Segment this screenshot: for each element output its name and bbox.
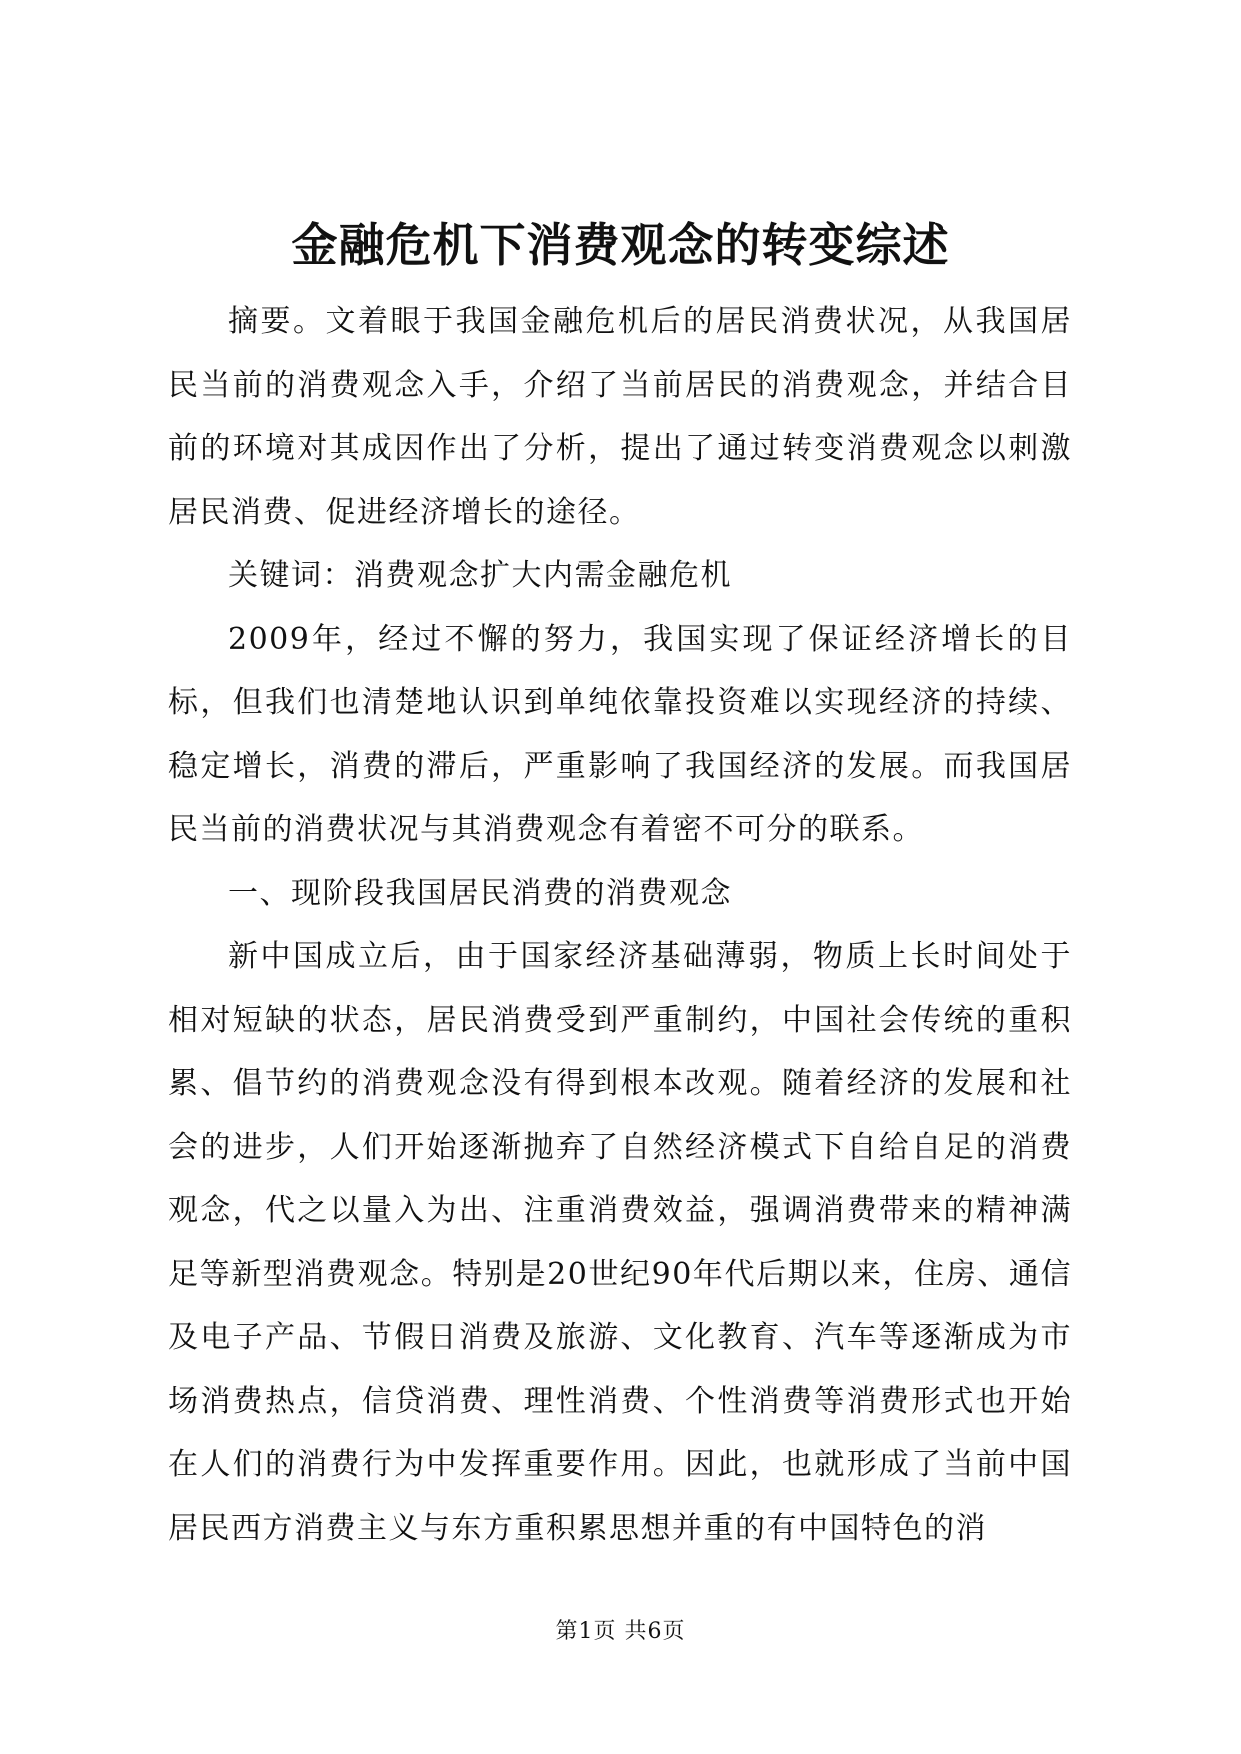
document-title: 金融危机下消费观念的转变综述 [291,218,950,272]
section-heading: 一、现阶段我国居民消费的消费观念 [228,875,732,911]
abstract-paragraph: 摘要。文着眼于我国金融危机后的居民消费状况，从我国居民当前的消费观念入手，介绍了当前居民的消费观念，并结合目前的环境对其成因作出了分析，提出了通过转变消费观念以刺激居民消费、促进经济增长的途径。 [168,304,1072,530]
intro-paragraph: 2009年，经过不懈的努力，我国实现了保证经济增长的目标，但我们也清楚地认识到单纯依靠投资难以实现经济的持续、稳定增长，消费的滞后，严重影响了我国经济的发展。而我国居民当前的消费状况与其消费观念有着密不可分的联系。 [168,621,1072,847]
keywords-paragraph: 关键词：消费观念扩大内需金融危机 [228,558,732,593]
document-body [168,290,1072,1560]
page-footer: 第1页 共6页 [555,1619,686,1644]
body-paragraph: 新中国成立后，由于国家经济基础薄弱，物质上长时间处于相对短缺的状态，居民消费受到严重制约，中国社会传统的重积累、倡节约的消费观念没有得到根本改观。随着经济的发展和社会的进步，人们开始逐渐抛弃了自然经济模式下自给自足的消费观念，代之以量入为出、注重消费效益，强调消费带来的精神满足等新型消费观念。特别是20世纪90年代后期以来，住房、通信及电子产品、节假日消费及旅游、文化教育、汽车等逐渐成为市场消费热点，信贷消费、理性消费、个性消费等消费形式也开始在人们的消费行为中发挥重要作用。因此，也就形成了当前中国居民西方消费主义与东方重积累思想并重的有中国特色的消 [168,939,1072,1546]
